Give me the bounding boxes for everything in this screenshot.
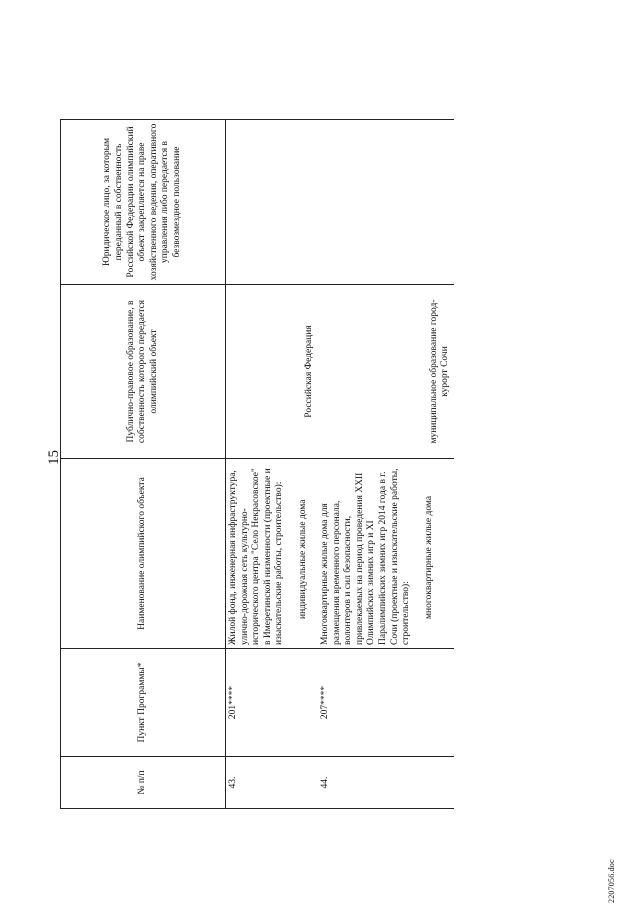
olympic-objects-table: [60, 119, 454, 809]
table-row: [318, 120, 454, 809]
object-name-text: Жилой фонд, инженерная инфраструктура, улично-дорожная сеть культурно-исторического центра "Село Некрасовское" в Имеретинской низменности (проектные и изыскательские работы, строительство):: [228, 468, 285, 645]
row-num: 44.: [318, 757, 454, 809]
header-program-point: Пункт Программы*: [61, 649, 226, 757]
object-subname-text: индивидуальные жилые дома: [297, 499, 308, 619]
row-program-point: 201****: [226, 649, 319, 757]
row-program-point: 207****: [318, 649, 454, 757]
object-subname-text: многоквартирные жилые дома: [424, 495, 435, 619]
table-header-row: [61, 120, 226, 809]
row-legal-entity: [226, 120, 319, 285]
row-object-name: [226, 459, 319, 649]
header-num: № п/п: [61, 757, 226, 809]
page-number: 15: [46, 450, 62, 465]
table-row: [226, 120, 319, 809]
header-object-name: Наименование олимпийского объекта: [61, 459, 226, 649]
row-public-entity: Российская Федерация: [226, 285, 319, 459]
row-object-name: [318, 459, 454, 649]
row-legal-entity: [318, 120, 454, 285]
object-name-text: Многоквартирные жилые дома для размещения временного персонала, волонтеров и сил безопасности, привлекаемых на период проведения XXII Олимпийских зимних игр и XI Паралимпийских зимних игр 2014 года в г. Сочи (проектные и изыскательские работы, строительство):: [320, 468, 412, 645]
doc-filename: 2207056.doc: [607, 859, 616, 903]
row-num: 43.: [226, 757, 319, 809]
header-public-entity: Публично-правовое образование, в собственность которого передается олимпийский объект: [61, 285, 226, 459]
header-legal-entity: Юридическое лицо, за которым переданный в собственность Российской Федерации олимпийский объект закрепляется на праве хозяйственного ведения, оперативного управления либо передается в безвозмездное пользование: [61, 120, 226, 285]
row-public-entity: муниципальное образование город-курорт Сочи: [318, 285, 454, 459]
